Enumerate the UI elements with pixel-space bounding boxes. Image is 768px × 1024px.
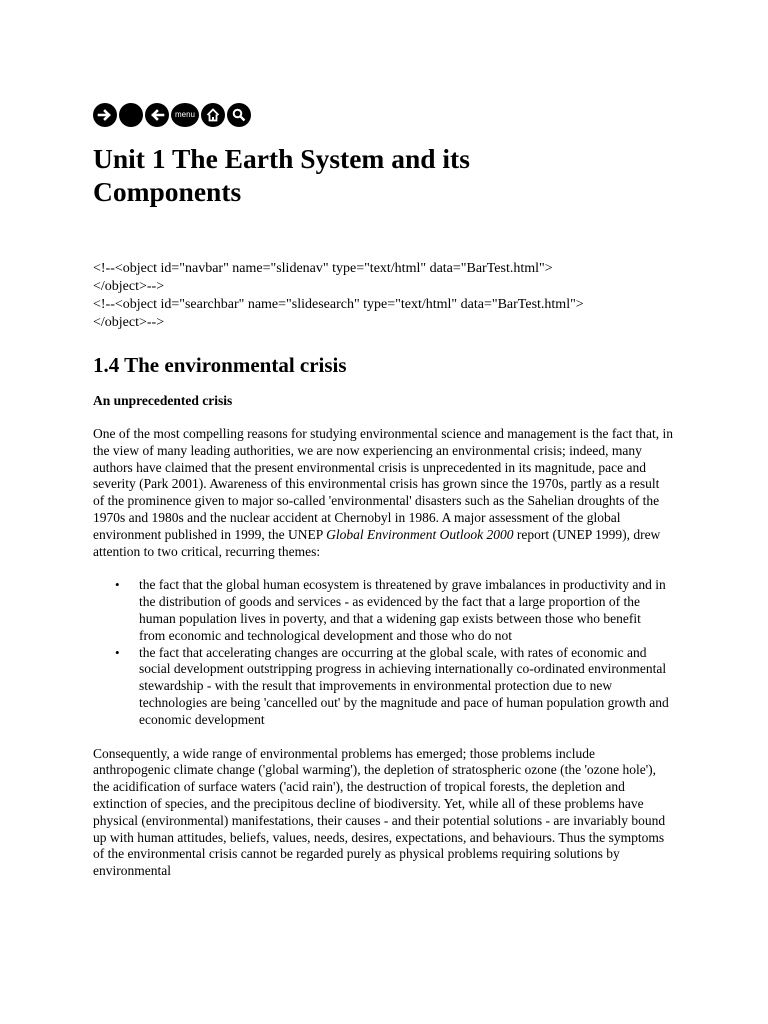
object-comment-block <box>93 260 673 332</box>
intro-paragraph <box>93 426 673 560</box>
menu-label: menu <box>174 110 195 119</box>
blank-nav-button[interactable] <box>119 103 143 127</box>
comment-line: </object>--> <box>93 279 165 294</box>
bullet-icon: • <box>115 644 120 660</box>
home-icon <box>205 107 221 123</box>
list-item <box>115 644 669 729</box>
consequences-paragraph: Consequently, a wide range of environmental problems has emerged; those problems include anthropogenic climate change ('global warming'), the depletion of stratospheric ozone (the 'ozone hole'), the acidification of surface waters ('acid rain'), the destruction of tropical forests, the depletion and extinction of species, and the precipitous decline of biodiversity. Yet, while all of these problems have physical (environmental) manifestations, their causes - and their potential solutions - are invariably bound up with human attitudes, beliefs, values, needs, desires, expectations, and behaviours. Thus the symptoms of the environmental crisis cannot be regarded purely as physical problems requiring solutions by environmental <box>93 745 666 879</box>
menu-button[interactable] <box>171 103 199 127</box>
navigation-bar <box>93 100 673 130</box>
comment-line: <!--<object id="navbar" name="slidenav" type="text/html" data="BarTest.html"> <box>93 261 553 276</box>
document-page <box>93 100 673 880</box>
bullet-icon: • <box>115 577 120 593</box>
themes-list <box>93 577 673 728</box>
arrow-left-icon <box>149 107 165 123</box>
section-title: 1.4 The environmental crisis <box>93 353 347 377</box>
paragraph-text: One of the most compelling reasons for studying environmental science and management is the fact that, in the view of many leading authorities, we are now experiencing an environmental crisis; indeed, many authors have claimed that the present environmental crisis is unprecedented in its magnitude, pace and severity (Park 2001). Awareness of this environmental crisis has grown since the 1970s, partly as a result of the prominence given to major so-called 'environmental' disasters such as the Sahelian droughts of the 1970s and 1980s and the nuclear accident at Chernobyl in 1986. A major assessment of the global environment published in 1999, the UNEP <box>93 426 673 542</box>
list-item-text: the fact that accelerating changes are occurring at the global scale, with rates of economic and social development outstripping progress in achieving internationally co-ordinated environmental stewardship - with the result that improvements in environmental protection due to new technologies are being 'cancelled out' by the magnitude and pace of human population growth and economic development <box>139 644 669 727</box>
list-item <box>115 577 669 644</box>
home-button[interactable] <box>201 103 225 127</box>
subsection-title: An unprecedented crisis <box>93 393 233 408</box>
paragraph-text: report (UNEP 1999), drew attention to two critical, recurring themes: <box>93 526 661 559</box>
list-item-text: the fact that the global human ecosystem is threatened by grave imbalances in productivity and in the distribution of goods and services - as evidenced by the fact that a large proportion of the human population lives in poverty, and that a widening gap exists between those who benefit from economic and technological development and those who do not <box>139 577 666 643</box>
report-title: Global Environment Outlook 2000 <box>326 526 514 542</box>
previous-page-button[interactable] <box>145 103 169 127</box>
arrow-right-icon <box>97 107 113 123</box>
search-icon <box>231 107 247 123</box>
search-button[interactable] <box>227 103 251 127</box>
next-page-button[interactable] <box>93 103 117 127</box>
comment-line: <!--<object id="searchbar" name="slidesearch" type="text/html" data="BarTest.html"> <box>93 297 584 312</box>
comment-line: </object>--> <box>93 315 165 330</box>
unit-title: Unit 1 The Earth System and its Components <box>93 143 470 207</box>
